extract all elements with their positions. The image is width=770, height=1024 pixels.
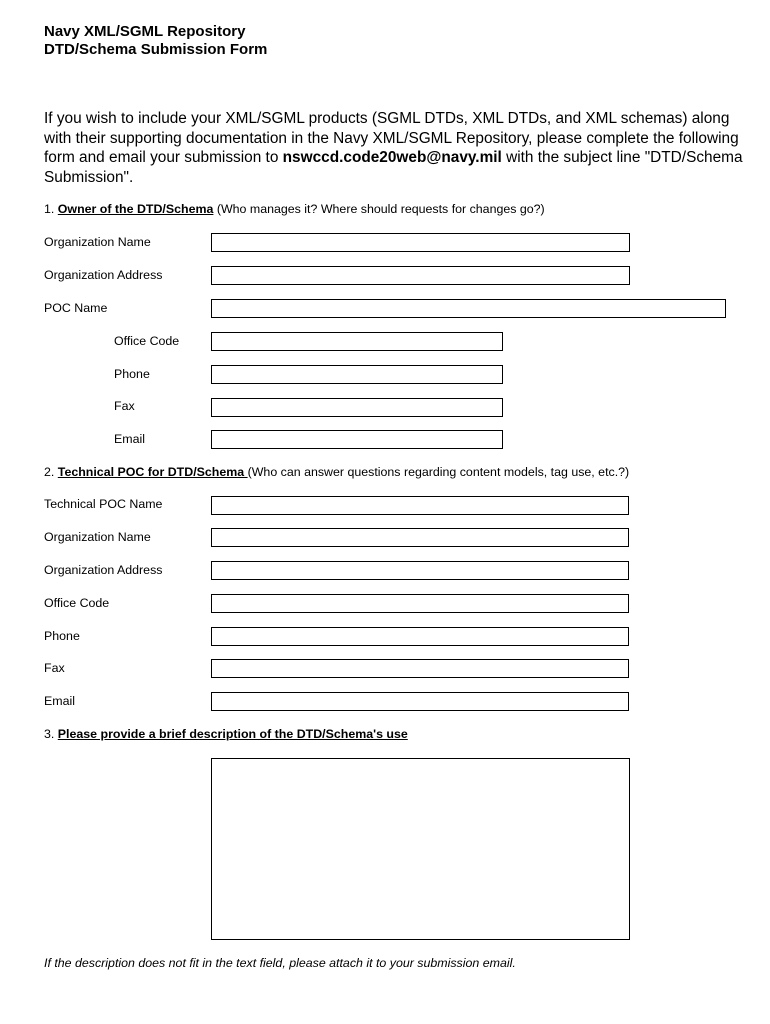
section1-title: Owner of the DTD/Schema bbox=[57, 202, 214, 216]
owner-poc-name-label: POC Name bbox=[44, 301, 108, 315]
tech-org-name-label: Organization Name bbox=[44, 530, 151, 544]
tech-phone-label: Phone bbox=[44, 629, 80, 643]
owner-phone-input[interactable] bbox=[211, 365, 503, 384]
tech-email-label: Email bbox=[44, 694, 75, 708]
owner-org-name-label: Organization Name bbox=[44, 235, 151, 249]
tech-org-address-label: Organization Address bbox=[44, 563, 163, 577]
tech-poc-name-label: Technical POC Name bbox=[44, 497, 163, 511]
tech-office-code-label: Office Code bbox=[44, 596, 110, 610]
owner-org-address-input[interactable] bbox=[211, 266, 630, 285]
owner-office-code-label: Office Code bbox=[114, 334, 180, 348]
intro-paragraph bbox=[44, 109, 744, 187]
owner-poc-name-input[interactable] bbox=[211, 299, 726, 318]
submission-email: nswccd.code20web@navy.mil bbox=[282, 149, 502, 166]
intro-text-after: with the subject line "DTD/Schema Submission". bbox=[44, 149, 743, 186]
section2-heading bbox=[44, 465, 629, 480]
tech-email-input[interactable] bbox=[211, 692, 629, 711]
owner-fax-input[interactable] bbox=[211, 398, 503, 417]
section2-title: Technical POC for DTD/Schema bbox=[57, 465, 248, 479]
owner-org-name-input[interactable] bbox=[211, 233, 630, 252]
section3-number: 3. bbox=[44, 727, 58, 741]
section3-heading bbox=[44, 727, 408, 742]
section1-note: (Who manages it? Where should requests for changes go?) bbox=[213, 202, 545, 216]
intro-text-before: If you wish to include your XML/SGML products (SGML DTDs, XML DTDs, and XML schemas) along with their supporting documentation in the Navy XML/SGML Repository, please complete the following form and email your submission to bbox=[44, 110, 739, 166]
tech-org-address-input[interactable] bbox=[211, 561, 629, 580]
tech-fax-input[interactable] bbox=[211, 659, 629, 678]
tech-fax-label: Fax bbox=[44, 661, 65, 675]
form-title-line2: DTD/Schema Submission Form bbox=[44, 41, 268, 58]
owner-office-code-input[interactable] bbox=[211, 332, 503, 351]
section1-number: 1. bbox=[44, 202, 55, 216]
section3-title: Please provide a brief description of the DTD/Schema's use bbox=[57, 727, 408, 741]
form-title-line1: Navy XML/SGML Repository bbox=[44, 23, 246, 40]
tech-office-code-input[interactable] bbox=[211, 594, 629, 613]
section2-note: (Who can answer questions regarding content models, tag use, etc.?) bbox=[247, 465, 630, 479]
tech-phone-input[interactable] bbox=[211, 627, 629, 646]
footer-note: If the description does not fit in the text field, please attach it to your submission email. bbox=[44, 956, 516, 970]
owner-fax-label: Fax bbox=[114, 399, 135, 413]
tech-poc-name-input[interactable] bbox=[211, 496, 629, 515]
owner-email-label: Email bbox=[114, 432, 145, 446]
owner-email-input[interactable] bbox=[211, 430, 503, 449]
owner-phone-label: Phone bbox=[114, 367, 150, 381]
section2-number: 2. bbox=[44, 465, 55, 479]
description-textarea[interactable] bbox=[211, 758, 630, 940]
section1-heading bbox=[44, 202, 545, 217]
owner-org-address-label: Organization Address bbox=[44, 268, 163, 282]
tech-org-name-input[interactable] bbox=[211, 528, 629, 547]
